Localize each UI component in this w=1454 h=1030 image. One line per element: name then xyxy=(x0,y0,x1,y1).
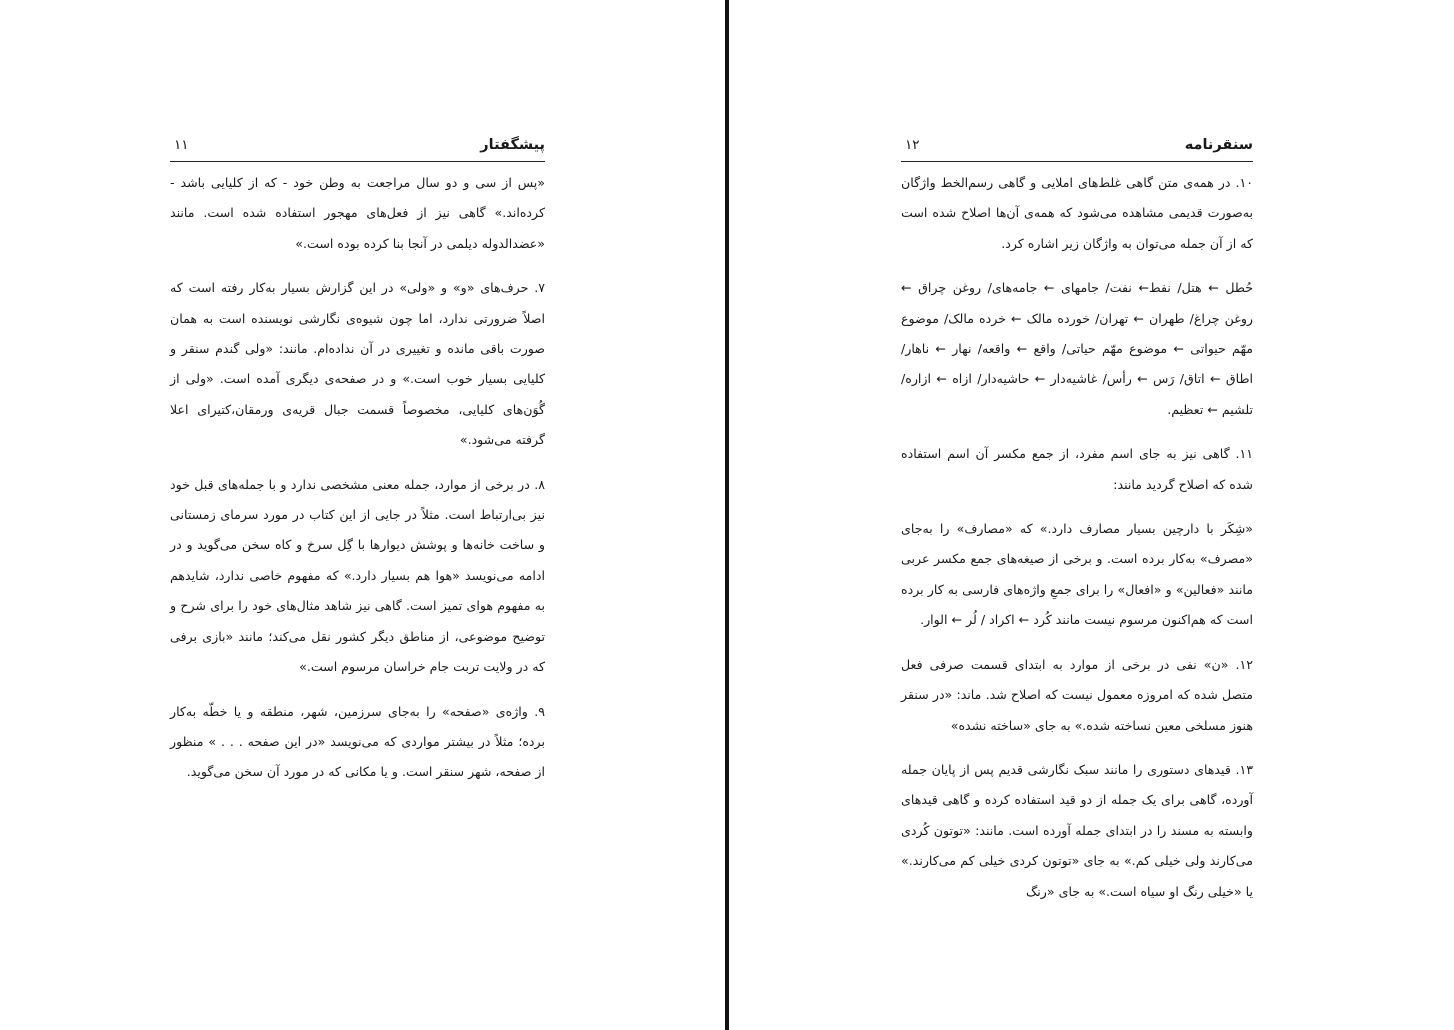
quoted-example: «شِکَر با دارچین بسیار مصارف دارد.» که «مصارف» را به‌جای «مصرف» به‌کار برده است. و برخی از صیغه‌های جمع مکسر عربی مانند «فعالین» و «افعال» را برای جمعِ واژه‌های فارسی به کار برده است که هم‌اکنون مرسوم نیست مانند کُرد ← اکراد / لُر ← الوار. xyxy=(901,521,1253,628)
numbered-item-10: ۱۰. در همه‌ی متن گاهی غلط‌های املایی و گاهی رسم‌الخط واژگان به‌صورت قدیمی مشاهده می‌شود که همه‌ی آن‌ها اصلاح شده است که از آن جمله می‌توان به واژگان زیر اشاره کرد. xyxy=(901,175,1253,251)
left-page-number: ۱۱ xyxy=(174,137,189,153)
spelling-corrections-list: حُطل ← هتل/ نفط← نفت/ جامهای ← جامه‌های/ روغن چراق ← روغن چراغ/ طهران ← تهران/ خورده مالک ← خرده مالک/ موضوع مهّم حیواتی ← موضوع مهّم حیاتی/ واقع ← واقعه/ نهار ← ناهار/ اطاق ← اتاق/ رَس ← رأس/ غاشیه‌دار ← حاشیه‌دار/ ازاه ← ازاره/ تلشیم ← تعظیم. xyxy=(901,280,1253,417)
left-page xyxy=(0,0,725,1030)
left-running-title: پیشگفتار xyxy=(480,137,545,153)
numbered-item-13: ۱۳. قیدهای دستوری را مانند سبک نگارشی قدیم پس از پایان جمله آورده، گاهی برای یک جمله از دو قید استفاده کرده و گاهی قیدهای وابسته به مسند را در ابتدای جمله آورده است. مانند: «توتون کُردی می‌کارند ولی خیلی کم.» به جای «توتون کردی خیلی کم می‌کارند.» یا «خیلی رنگ او سیاه است.» به جای «رنگ xyxy=(901,761,1253,899)
numbered-item-8: ۸. در برخی از موارد، جمله معنی مشخصی ندارد و با جمله‌های قبل خود نیز بی‌ارتباط است. مثلاً در جایی از این کتاب در مورد سرمای زمستانی و ساخت خانه‌ها و پوشش دیوارها با گِل سرخ و کاه سخن می‌گوید و در ادامه می‌نویسد «هوا هم بسیار دارد.» که مفهوم خاصی ندارد، شایدهم به مفهوم هوای تمیز است. گاهی نیز شاهد مثال‌های خود را برای شرح و توضیح موضوعی، از مناطق دیگر کشور نقل می‌کند؛ مانند «بازی برفی که در ولایت تربت جام خراسان مرسوم است.» xyxy=(170,476,545,675)
numbered-item-11: ۱۱. گاهی نیز به جای اسم مفرد، از جمع مکسر آن اسم استفاده شده که اصلاح گردید مانند: xyxy=(901,446,1253,492)
right-page-header xyxy=(901,133,1253,162)
right-running-title: سنقرنامه xyxy=(1184,137,1253,153)
numbered-item-9: ۹. واژه‌ی «صفحه» را به‌جای سرزمین، شهر، منطقه و یا خطّه به‌کار برده؛ مثلاً در بیشتر مواردی که می‌نویسد «در این صفحه . . . » منظور از صفحه، شهر سنقر است. و یا مکانی که در مورد آن سخن می‌گوید. xyxy=(170,703,545,780)
numbered-item-12: ۱۲. «ن» نفی در برخی از موارد به ابتدای قسمت صرفی فعل متصل شده که امروزه معمول نیست که اصلاح شد. ماند: «در سنقر هنوز مسلخی معین نساخته شده.» به جای «ساخته نشده» xyxy=(901,656,1253,733)
right-page-number: ۱۲ xyxy=(905,137,920,153)
left-page-body xyxy=(170,168,545,788)
numbered-item-7: ۷. حرف‌های «و» و «ولی» در این گزارش بسیار به‌کار رفته است که اصلاً ضرورتی ندارد، اما چون شیوه‌ی نگارشی نویسنده است به همان صورت باقی مانده و تغییری در آن نداده‌ام. مانند: «ولی گندم سنقر و کلیایی بسیار خوب است.» و در صفحه‌ی دیگری آمده است. «ولی از گُوَن‌های کلیایی، مخصوصاً قسمت جبال قریه‌ی ورمقان،کتیرای اعلا گرفته می‌شود.» xyxy=(170,280,545,448)
left-page-header xyxy=(170,133,545,162)
right-page-body xyxy=(901,168,1253,907)
paragraph: «پس از سی و دو سال مراجعت به وطن خود - که از کلیایی باشد - کرده‌اند.» گاهی نیز از فعل‌های مهجور استفاده شده است. مانند «عضدالدوله دیلمی در آنجا بنا کرده بوده است.» xyxy=(170,175,545,251)
right-page xyxy=(729,0,1454,1030)
